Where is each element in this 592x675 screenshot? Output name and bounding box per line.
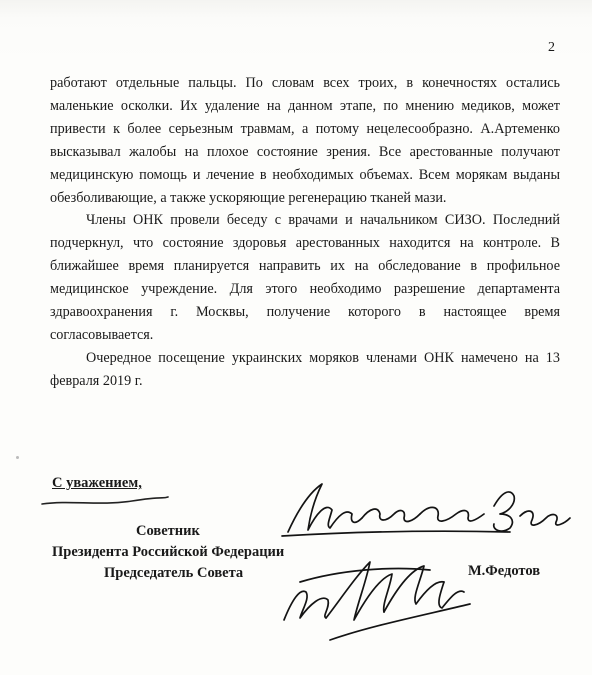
paragraph-3: Очередное посещение украинских моряков членами ОНК намечено на 13 февраля 2019 г.: [50, 349, 560, 389]
signer-title-line-1: Советник: [136, 523, 200, 539]
document-body: [50, 72, 560, 393]
closing-greeting: С уважением,: [52, 475, 142, 491]
paragraph-1: работают отдельные пальцы. По словам всех троих, в конечностях остались маленькие осколки. Их удаление на данном этапе, по мнению медиков, может привести к более серьезным травмам, а потому нецелесообразно. А.Артеменко высказывал жалобы на плохое состояние зрения. Все арестованные получают медицинскую помощь и лечение в необходимых объемах. Всем морякам выданы обезболивающие, а также ускоряющие регенерацию тканей мази.: [50, 75, 560, 206]
paper-speck: [16, 456, 19, 459]
signer-title-line-2: Президента Российской Федерации: [52, 544, 285, 560]
page-number: 2: [548, 40, 555, 55]
handwritten-signature-icon: [270, 470, 585, 675]
greeting-underline-stroke-icon: [40, 490, 170, 510]
paragraph-2: Члены ОНК провели беседу с врачами и начальником СИЗО. Последний подчеркнул, что состояние здоровья арестованных находится на контроле. В ближайшее время планируется направить их на обследование в профильное медицинское учреждение. Для этого необходимо разрешение департамента здравоохранения г. Москвы, получение которого в настоящее время согласовывается.: [50, 212, 560, 343]
signer-title-line-3: Председатель Совета: [104, 565, 244, 581]
signer-name: М.Федотов: [468, 563, 541, 579]
